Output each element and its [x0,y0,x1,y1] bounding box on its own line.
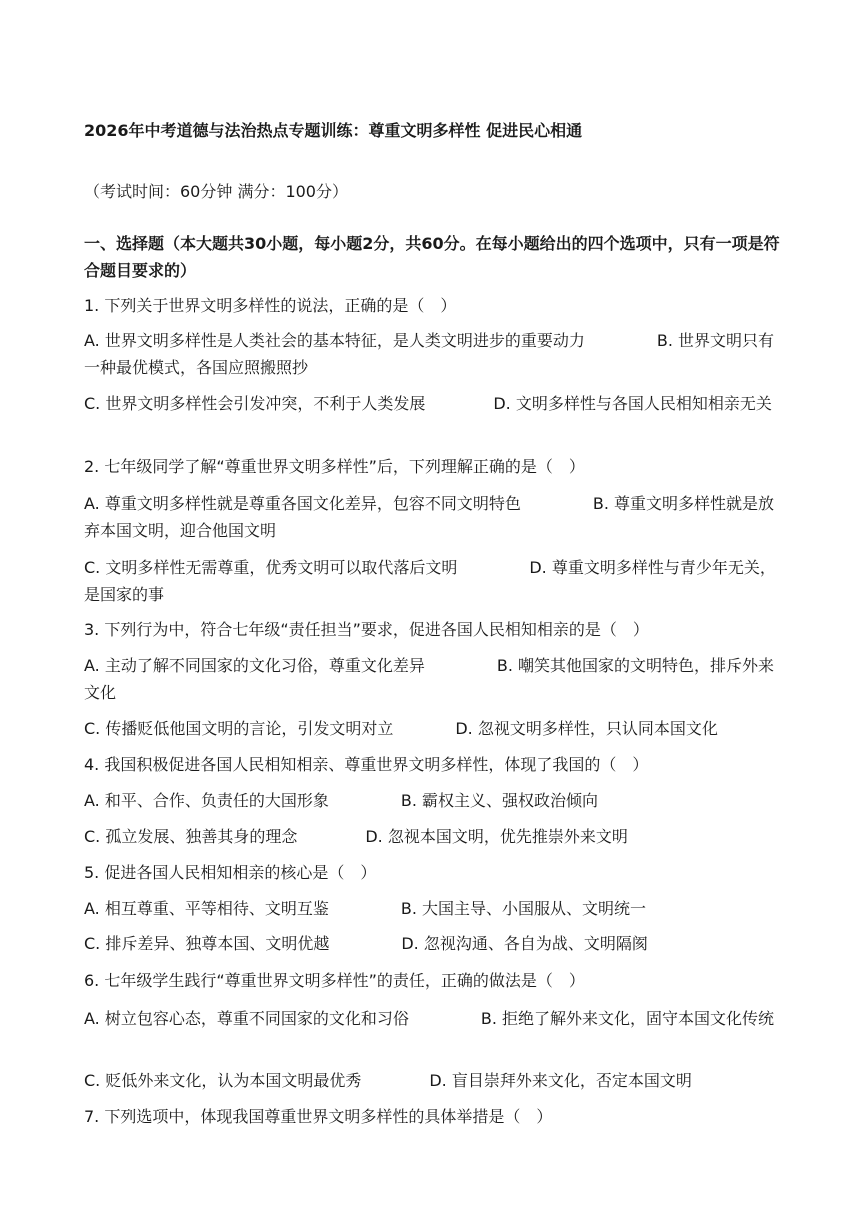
option-b: B. 嘲笑其他国家的文明特色，排斥外来文化 [84,656,774,702]
question-stem: 3. 下列行为中，符合七年级“责任担当”要求，促进各国人民相知相亲的是（ ） [84,620,649,639]
question-2-options-cd [84,554,788,608]
question-stem: 1. 下列关于世界文明多样性的说法，正确的是（ ） [84,296,457,315]
question-1-options-ab [84,327,788,381]
option-b: B. 尊重文明多样性就是放弃本国文明，迎合他国文明 [84,494,774,540]
question-4-options-ab [84,790,788,812]
option-a: A. 主动了解不同国家的文化习俗，尊重文化差异 [84,656,425,675]
option-d: D. 文明多样性与各国人民相知相亲无关 [493,394,772,413]
question-4-options-cd [84,826,788,848]
option-a: A. 世界文明多样性是人类社会的基本特征，是人类文明进步的重要动力 [84,331,585,350]
option-b: B. 世界文明只有一种最优模式，各国应照搬照抄 [84,331,774,377]
option-c: C. 排斥差异、独尊本国、文明优越 [84,934,330,953]
question-stem: 6. 七年级学生践行“尊重世界文明多样性”的责任，正确的做法是（ ） [84,971,585,990]
question-5-options-ab [84,898,788,920]
question-stem: 7. 下列选项中，体现我国尊重世界文明多样性的具体举措是（ ） [84,1107,553,1126]
option-c: C. 孤立发展、独善其身的理念 [84,827,298,846]
question-6-options-ab [84,1005,788,1032]
option-a: A. 尊重文明多样性就是尊重各国文化差异，包容不同文明特色 [84,494,521,513]
question-5-options-cd [84,933,788,955]
question-stem: 4. 我国积极促进各国人民相知相亲、尊重世界文明多样性，体现了我国的（ ） [84,755,649,774]
option-c: C. 世界文明多样性会引发冲突，不利于人类发展 [84,394,426,413]
option-b: B. 拒绝了解外来文化，固守本国文化传统 [480,1009,774,1028]
option-d: D. 忽视文明多样性，只认同本国文化 [455,719,718,738]
exam-info: （考试时间：60分钟 满分：100分） [84,182,348,201]
option-b: B. 大国主导、小国服从、文明统一 [400,899,646,918]
option-c: C. 贬低外来文化，认为本国文明最优秀 [84,1071,362,1090]
question-3-options-ab [84,652,788,706]
question-stem: 2. 七年级同学了解“尊重世界文明多样性”后，下列理解正确的是（ ） [84,457,585,476]
question-3-options-cd [84,718,788,740]
option-a: A. 树立包容心态，尊重不同国家的文化和习俗 [84,1009,409,1028]
option-d: D. 尊重文明多样性与青少年无关，是国家的事 [84,558,776,604]
question-1-options-cd [84,390,788,417]
option-d: D. 忽视沟通、各自为战、文明隔阂 [401,934,648,953]
option-c: C. 传播贬低他国文明的言论，引发文明对立 [84,719,394,738]
document-title: 2026年中考道德与法治热点专题训练：尊重文明多样性 促进民心相通 [84,121,583,140]
option-c: C. 文明多样性无需尊重，优秀文明可以取代落后文明 [84,558,458,577]
option-a: A. 和平、合作、负责任的大国形象 [84,791,329,810]
question-stem: 5. 促进各国人民相知相亲的核心是（ ） [84,863,377,882]
question-2-options-ab [84,490,788,544]
option-d: D. 忽视本国文明，优先推崇外来文明 [365,827,628,846]
option-d: D. 盲目崇拜外来文化，否定本国文明 [429,1071,692,1090]
section-heading: 一、选择题（本大题共30小题，每小题2分，共60分。在每小题给出的四个选项中，只有一项是符合题目要求的） [84,234,780,280]
question-6-options-cd [84,1070,788,1092]
option-b: B. 霸权主义、强权政治倾向 [400,791,598,810]
option-a: A. 相互尊重、平等相待、文明互鉴 [84,899,329,918]
